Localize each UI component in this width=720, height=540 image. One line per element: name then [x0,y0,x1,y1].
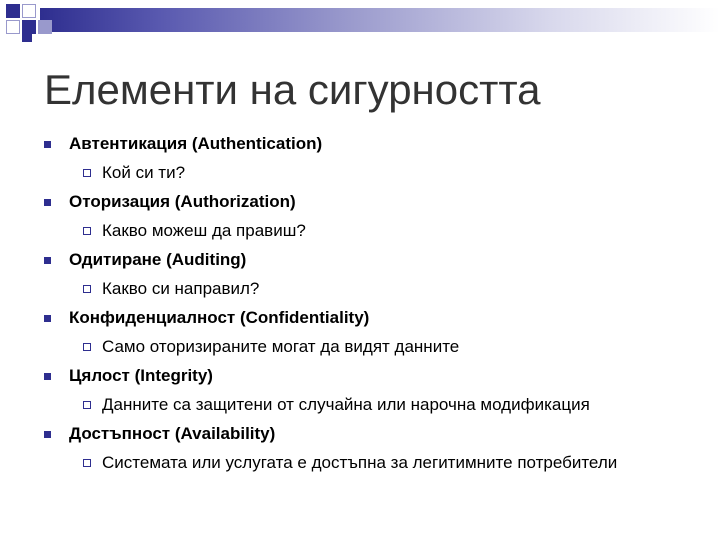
bullet-label: Оторизация (Authorization) [69,192,296,211]
decorative-square [38,20,52,34]
bullet-item-availability [44,423,704,474]
decorative-square [6,4,20,18]
header-gradient-bar [40,8,720,32]
decorative-square [6,20,20,34]
square-bullet-icon [44,315,51,322]
bullet-label: Достъпност (Availability) [69,424,276,443]
bullet-item-authorization [44,191,704,242]
hollow-square-bullet-icon [83,343,91,351]
sub-bullet-label: Системата или услугата е достъпна за легитимните потребители [102,453,618,472]
hollow-square-bullet-icon [83,401,91,409]
sub-bullet-label: Кой си ти? [102,163,186,182]
sub-bullet-label: Какво можеш да правиш? [102,221,306,240]
decorative-square [22,20,36,34]
sub-bullet-item [69,452,704,474]
hollow-square-bullet-icon [83,459,91,467]
sub-bullet-item [69,162,704,184]
sub-bullet-label: Само оторизираните могат да видят данните [102,337,460,356]
bullet-label: Конфиденциалност (Confidentiality) [69,308,370,327]
bullet-item-integrity [44,365,704,416]
sub-bullet-item [69,394,704,416]
hollow-square-bullet-icon [83,227,91,235]
sub-bullet-item [69,336,704,358]
sub-bullet-item [69,278,704,300]
bullet-item-auditing [44,249,704,300]
bullet-item-authentication [44,133,704,184]
bullet-label: Одитиране (Auditing) [69,250,247,269]
hollow-square-bullet-icon [83,285,91,293]
bullet-label: Автентикация (Authentication) [69,134,323,153]
bullet-item-confidentiality [44,307,704,358]
decorative-square [22,4,36,18]
sub-bullet-label: Какво си направил? [102,279,260,298]
slide-title: Елементи на сигурността [44,66,541,113]
square-bullet-icon [44,257,51,264]
square-bullet-icon [44,199,51,206]
square-bullet-icon [44,431,51,438]
hollow-square-bullet-icon [83,169,91,177]
header-decoration [0,0,720,40]
decorative-square [22,34,32,42]
sub-bullet-item [69,220,704,242]
bullet-label: Цялост (Integrity) [69,366,213,385]
square-bullet-icon [44,141,51,148]
sub-bullet-label: Данните са защитени от случайна или нарочна модификация [102,395,590,414]
bullet-list [44,133,704,481]
square-bullet-icon [44,373,51,380]
